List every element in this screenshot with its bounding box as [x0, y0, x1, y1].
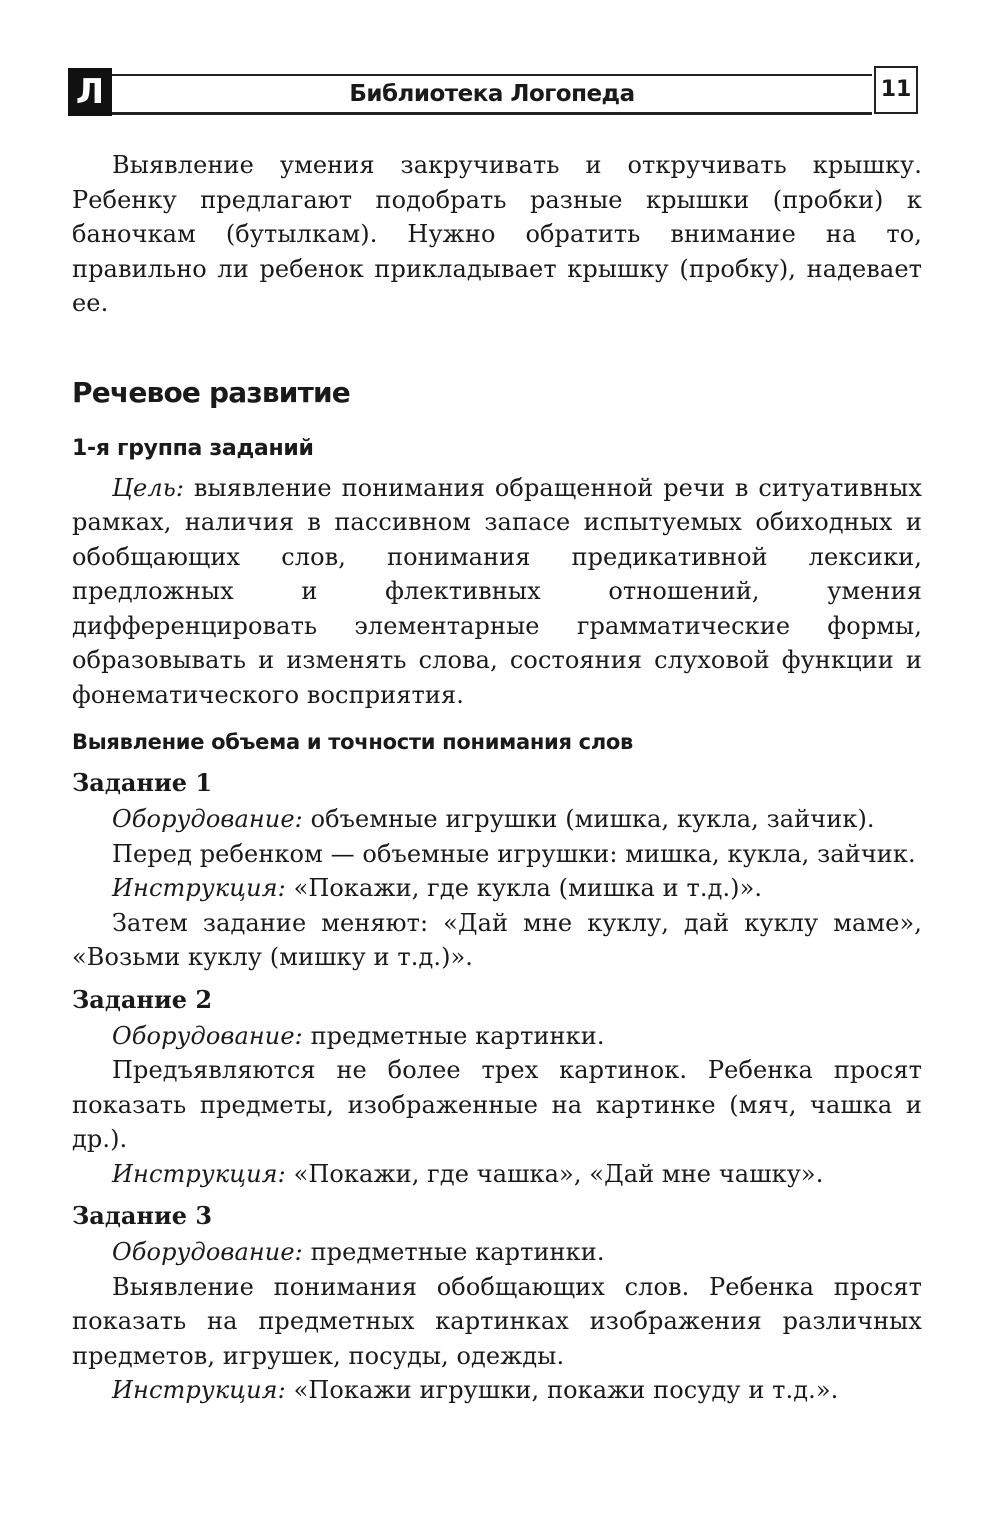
equipment-label: Оборудование:	[112, 1238, 303, 1266]
instruction-label: Инструкция:	[112, 1159, 286, 1188]
task-1-title: Задание 1	[72, 768, 213, 797]
instruction-label: Инструкция:	[112, 1376, 286, 1404]
task-1-description: Перед ребенком — объемные игрушки: мишка, кукла, зайчик.	[112, 839, 916, 868]
equipment-text: объемные игрушки (мишка, кукла, зайчик).	[302, 805, 875, 833]
equipment-label: Оборудование:	[112, 1021, 303, 1050]
task-3-description: Выявление понимания обобщающих слов. Ребенка просят показать на предметных картинках изображения различных предметов, игрушек, посуды, одежды.	[72, 1272, 922, 1370]
task-3-instruction	[72, 1373, 922, 1408]
page-content	[72, 148, 922, 1408]
series-title: Библиотека Логопеда	[349, 81, 635, 107]
instruction-text: «Покажи, где кукла (мишка и т.д.)».	[285, 874, 763, 902]
page-number: 11	[874, 66, 918, 114]
goal-text: выявление понимания обращенной речи в ситуативных рамках, наличия в пассивном запасе испытуемых обиходных и обобщающих слов, понимания предикативной лексики, предложных и флективных отношений, умения дифференцировать элементарные грамматические формы, образовывать и изменять слова, состояния слуховой функции и фонематического восприятия.	[72, 473, 922, 709]
group-heading: 1-я группа заданий	[72, 435, 314, 461]
header-rule-bottom	[112, 112, 872, 115]
equipment-label: Оборудование:	[112, 805, 303, 833]
goal-paragraph	[72, 471, 922, 713]
task-3-equipment	[72, 1235, 922, 1270]
equipment-text: предметные картинки.	[302, 1021, 605, 1050]
task-3-title: Задание 3	[72, 1201, 213, 1230]
task-2-description: Предъявляются не более трех картинок. Ребенка просят показать предметы, изображенные на картинке (мяч, чашка и др.).	[72, 1056, 922, 1153]
goal-label: Цель:	[112, 473, 185, 502]
section-heading: Речевое развитие	[72, 375, 351, 409]
task-2-title: Задание 2	[72, 984, 213, 1014]
series-logo: Л	[68, 68, 112, 116]
equipment-text: предметные картинки.	[302, 1238, 605, 1266]
instruction-label: Инструкция:	[112, 874, 286, 902]
intro-paragraph: Выявление умения закручивать и откручивать крышку. Ребенку предлагают подобрать разные крышки (пробки) к баночкам (бутылкам). Нужно обратить внимание на то, правильно ли ребенок прикладывает крышку (пробку), надевает ее.	[72, 151, 922, 317]
task-1-extra: Затем задание меняют: «Дай мне куклу, дай куклу маме», «Возьми куклу (мишку и т.д.)».	[72, 908, 922, 971]
task-2-equipment	[72, 1019, 922, 1054]
subsection-heading: Выявление объема и точности понимания слов	[72, 730, 634, 754]
task-2-instruction	[72, 1157, 922, 1192]
task-1-equipment	[72, 802, 922, 837]
instruction-text: «Покажи, где чашка», «Дай мне чашку».	[285, 1159, 824, 1188]
instruction-text: «Покажи игрушки, покажи посуду и т.д.».	[285, 1376, 839, 1404]
running-header	[68, 66, 920, 118]
task-1-instruction	[72, 871, 922, 906]
